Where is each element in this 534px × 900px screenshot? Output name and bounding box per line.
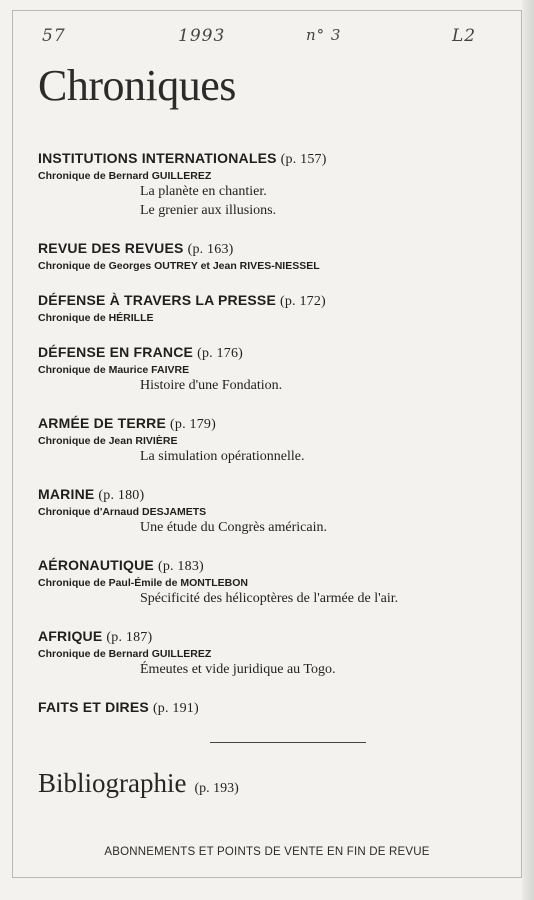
chronicle-subtitle: Histoire d'une Fondation. bbox=[140, 378, 283, 393]
page-edge-shadow bbox=[522, 0, 534, 900]
chronicle-entry bbox=[38, 292, 508, 324]
chronicle-entry bbox=[38, 150, 508, 220]
page-title: Chroniques bbox=[38, 61, 236, 110]
chronicle-author: Chronique de Georges OUTREY et Jean RIVES-NIESSEL bbox=[38, 260, 320, 272]
chronicle-title: AÉRONAUTIQUE bbox=[38, 557, 154, 573]
chronicle-heading bbox=[38, 292, 508, 310]
chronicle-heading bbox=[38, 150, 508, 168]
chronicle-author: Chronique de Bernard GUILLEREZ bbox=[38, 170, 212, 182]
chronicle-title: INSTITUTIONS INTERNATIONALES bbox=[38, 150, 277, 166]
handwritten-note: L2 bbox=[452, 26, 477, 46]
chronicle-page: (p. 180) bbox=[98, 488, 145, 503]
chronicle-author: Chronique de Paul-Émile de MONTLEBON bbox=[38, 577, 249, 589]
chronicle-heading bbox=[38, 240, 508, 258]
chronicle-subtitle: Spécificité des hélicoptères de l'armée de l'air. bbox=[140, 591, 399, 606]
bibliography-heading bbox=[38, 768, 239, 799]
chronicle-page: (p. 163) bbox=[187, 242, 234, 257]
handwritten-note: 57 bbox=[42, 26, 66, 46]
chronicle-author: Chronique de Maurice FAIVRE bbox=[38, 364, 190, 376]
chronicle-subtitle: La planète en chantier. bbox=[140, 184, 267, 199]
chronicle-heading bbox=[38, 699, 508, 717]
chronicle-title: FAITS ET DIRES bbox=[38, 699, 149, 715]
section-divider bbox=[210, 742, 366, 743]
chronicle-page: (p. 176) bbox=[197, 346, 244, 361]
chronicle-heading bbox=[38, 628, 508, 646]
chronicle-entry bbox=[38, 628, 508, 679]
chronicle-entry bbox=[38, 344, 508, 395]
chronicle-author: Chronique d'Arnaud DESJAMETS bbox=[38, 506, 207, 518]
chronicle-entry bbox=[38, 557, 508, 608]
chronicle-heading bbox=[38, 486, 508, 504]
chronicle-title: DÉFENSE À TRAVERS LA PRESSE bbox=[38, 292, 276, 308]
chronicle-page: (p. 179) bbox=[170, 417, 216, 432]
chronicle-entry bbox=[38, 486, 508, 537]
chronicle-author: Chronique de HÉRILLE bbox=[38, 312, 154, 324]
chronicle-title: MARINE bbox=[38, 486, 95, 502]
bibliography-page: (p. 193) bbox=[194, 781, 239, 796]
chronicle-entry bbox=[38, 699, 508, 717]
chronicle-page: (p. 172) bbox=[280, 294, 326, 309]
chronicle-heading bbox=[38, 344, 508, 362]
chronicle-subtitle: Une étude du Congrès américain. bbox=[140, 520, 327, 535]
chronicle-title: ARMÉE DE TERRE bbox=[38, 415, 167, 431]
handwritten-note: n° 3 bbox=[306, 26, 342, 44]
chronicle-subtitle: Le grenier aux illusions. bbox=[140, 203, 277, 218]
chronicle-heading bbox=[38, 415, 508, 433]
chronicle-author: Chronique de Bernard GUILLEREZ bbox=[38, 648, 212, 660]
chronicle-page: (p. 183) bbox=[157, 559, 204, 574]
chronicle-subtitle: La simulation opérationnelle. bbox=[140, 449, 305, 464]
chronicle-subtitle: Émeutes et vide juridique au Togo. bbox=[140, 662, 336, 677]
chronicle-page: (p. 157) bbox=[280, 152, 327, 167]
chronicle-entry bbox=[38, 415, 508, 466]
chronicle-page: (p. 191) bbox=[152, 701, 199, 716]
footer-note: ABONNEMENTS ET POINTS DE VENTE EN FIN DE REVUE bbox=[104, 846, 430, 858]
chronicle-entry bbox=[38, 240, 508, 272]
chronicle-title: REVUE DES REVUES bbox=[38, 240, 184, 256]
chronicle-page: (p. 187) bbox=[106, 630, 153, 645]
chronicle-heading bbox=[38, 557, 508, 575]
chronicles-list bbox=[38, 150, 508, 737]
handwritten-note: 1993 bbox=[178, 26, 226, 46]
chronicle-title: DÉFENSE EN FRANCE bbox=[38, 344, 194, 360]
bibliography-title: Bibliographie bbox=[38, 768, 187, 798]
chronicle-title: AFRIQUE bbox=[38, 628, 103, 644]
chronicle-author: Chronique de Jean RIVIÈRE bbox=[38, 435, 178, 447]
